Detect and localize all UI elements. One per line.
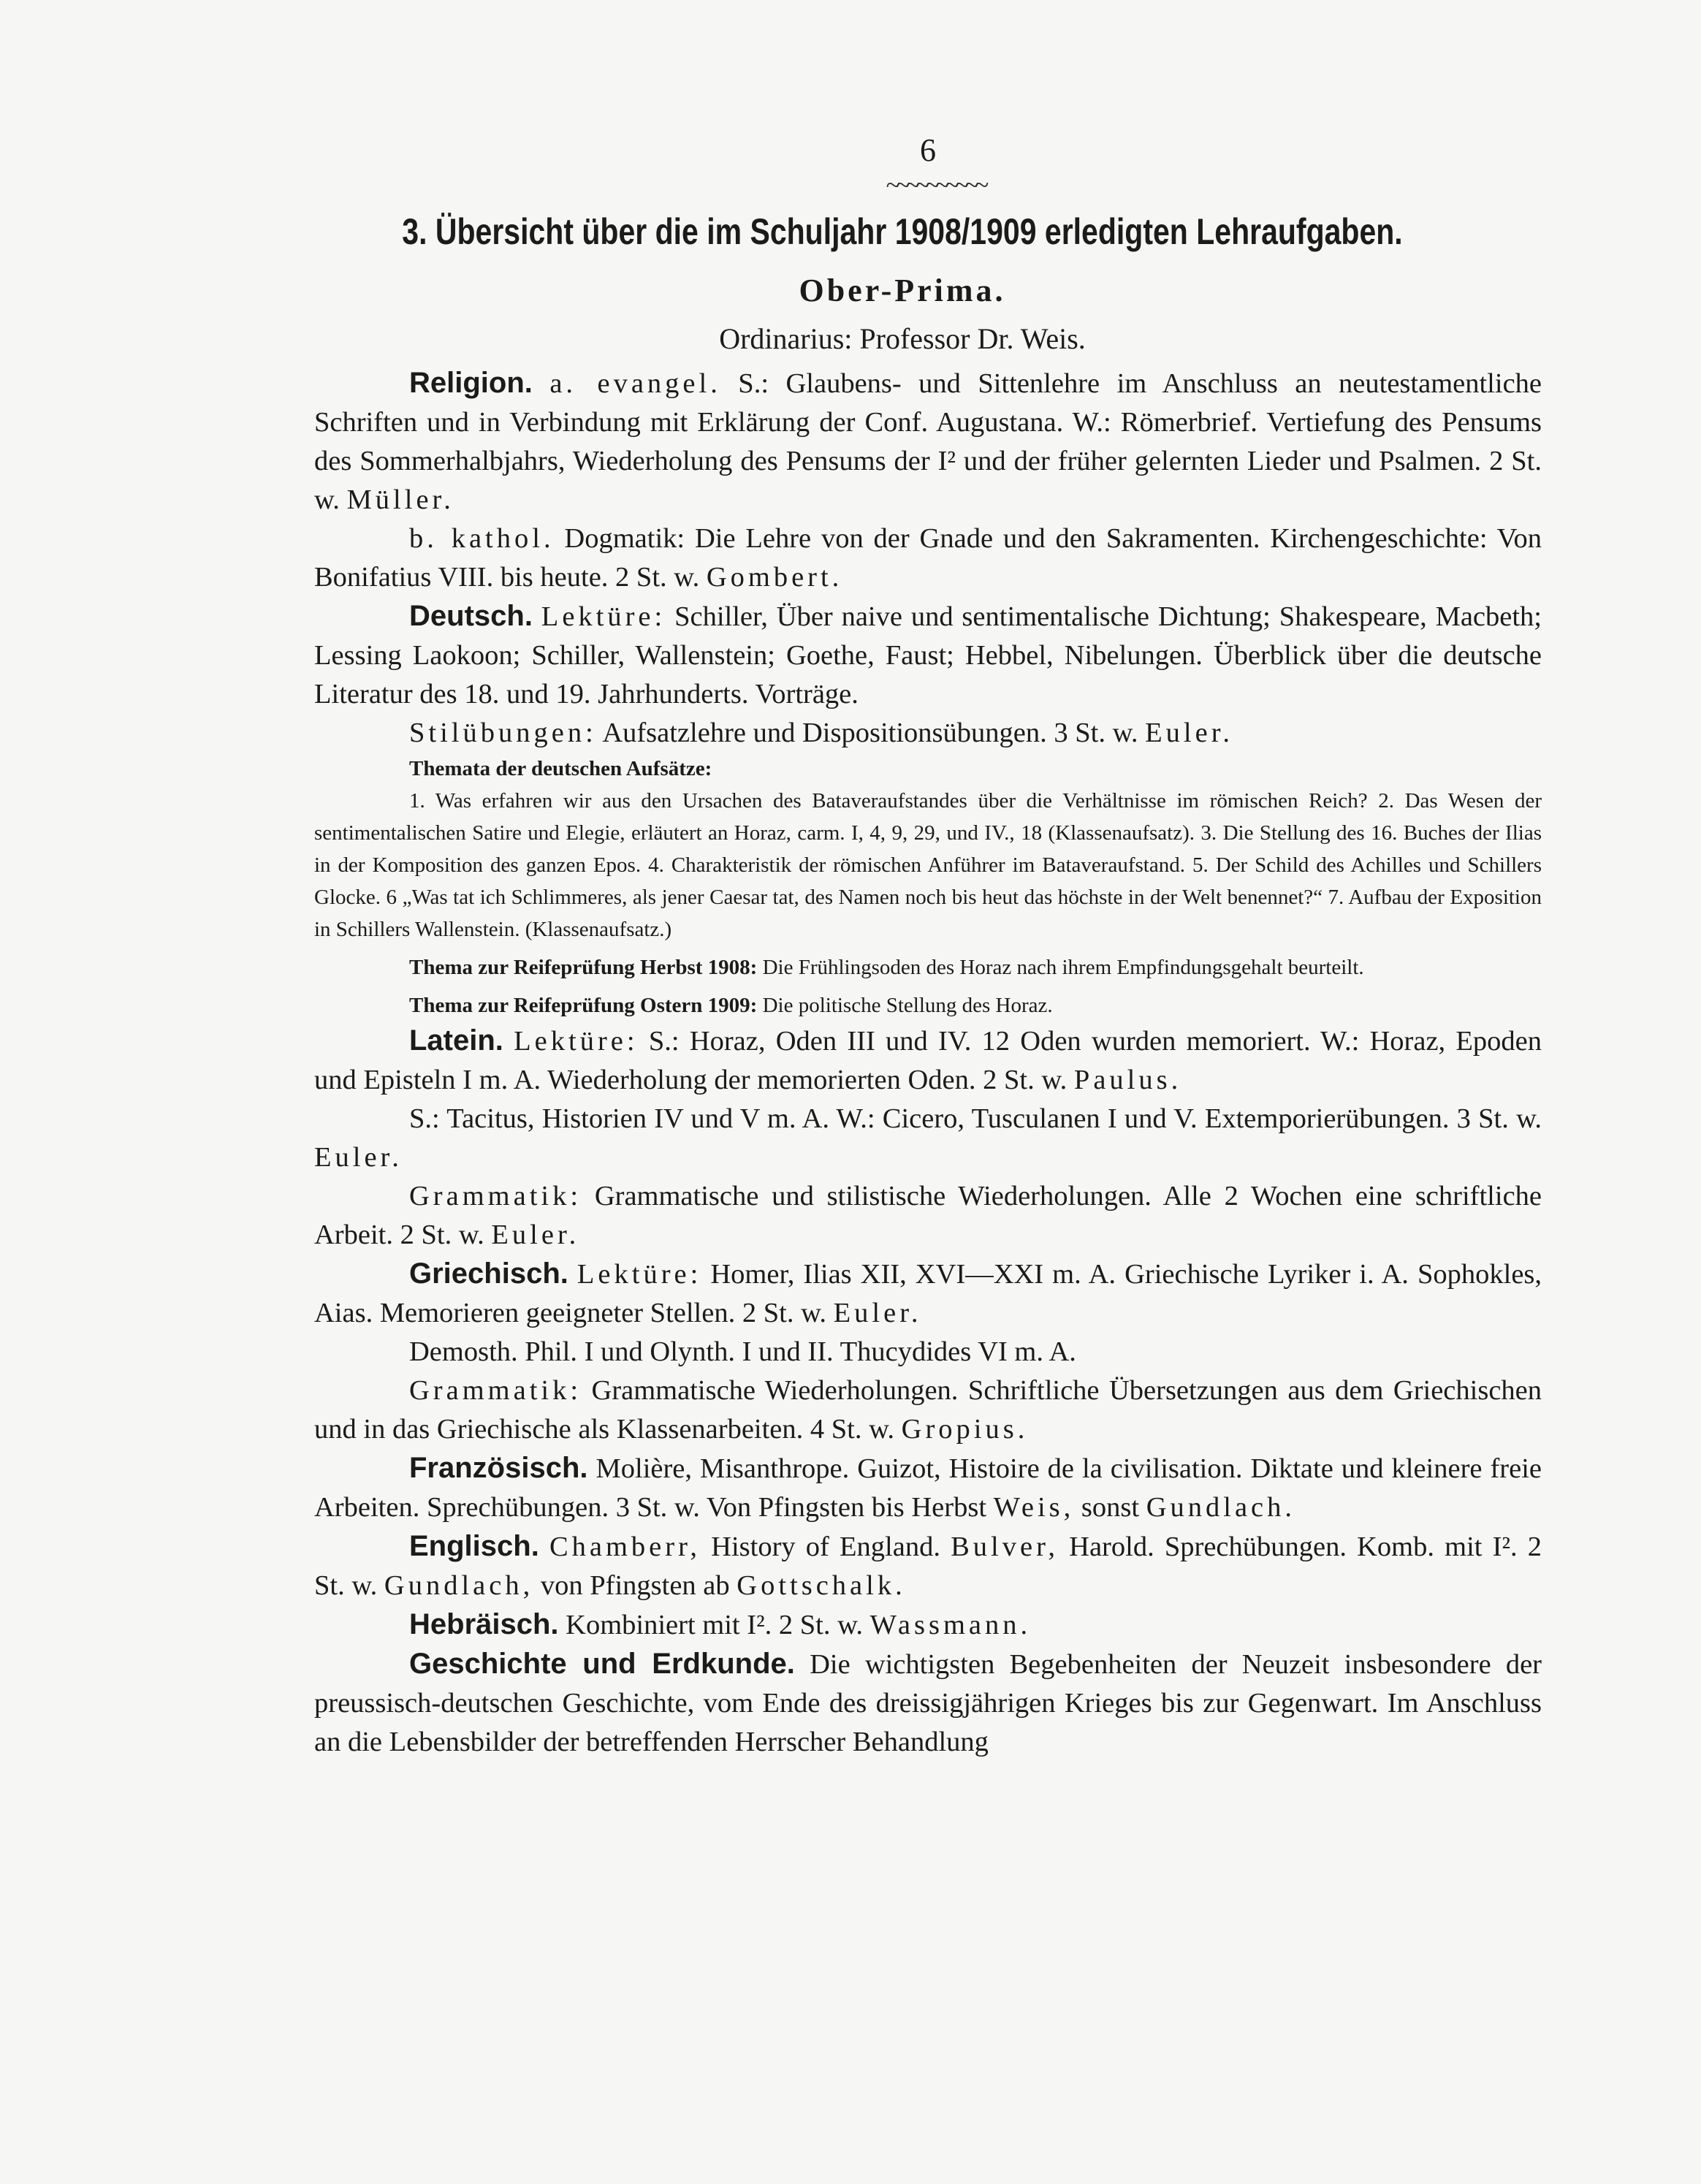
latein-lekture-teacher: Paulus. xyxy=(1073,1065,1182,1095)
griechisch-heading: Griechisch. xyxy=(409,1257,568,1290)
griechisch-paragraph xyxy=(314,1255,1542,1333)
deutsch-stil-text: Aufsatzlehre und Dispositionsübungen. 3 St. w. xyxy=(602,718,1138,748)
latein-s-teacher: Euler. xyxy=(314,1142,403,1173)
religion-a-paragraph xyxy=(314,364,1542,520)
religion-b-label: b. kathol. xyxy=(409,523,555,554)
englisch-author-2: Bulver, xyxy=(951,1532,1059,1562)
englisch-between: von Pfingsten ab xyxy=(540,1570,730,1601)
latein-s-paragraph xyxy=(314,1100,1542,1177)
englisch-work-1: History of England. xyxy=(711,1532,940,1562)
franzoesisch-teacher-2: Gundlach. xyxy=(1146,1492,1296,1523)
griechisch-gram-label: Grammatik: xyxy=(409,1375,582,1406)
themata-heading-text: Themata der deutschen Aufsätze: xyxy=(409,757,712,780)
deutsch-lekture-label: Lektüre: xyxy=(541,601,666,632)
hebraeisch-paragraph xyxy=(314,1605,1542,1645)
latein-lekture-label: Lektüre: xyxy=(514,1026,639,1057)
franzoesisch-heading: Französisch. xyxy=(409,1452,588,1484)
latein-heading: Latein. xyxy=(409,1024,503,1057)
geschichte-heading: Geschichte und Erdkunde. xyxy=(409,1648,795,1680)
deutsch-lekture-text: Schiller, Über naive und sentimentalische Dichtung; Shakespeare, Macbeth; Lessing Laokoon; Schiller, Wallenstein; Goethe, Faust; Hebbel, Nibelungen. Überblick über die deutsche Literatur des 18. und 19. Jahrhunderts. Vorträge. xyxy=(314,601,1542,709)
geschichte-text: Die wichtigsten Begebenheiten der Neuzeit insbesondere der preussisch-deutschen Geschichte, vom Ende des dreissigjährigen Krieges bis zur Gegenwart. Im Anschluss an die Lebensbilder der betreffenden Herrscher Behandlung xyxy=(314,1649,1542,1757)
franzoesisch-teacher-1: Weis, xyxy=(993,1492,1075,1523)
franzoesisch-between: sonst xyxy=(1081,1492,1140,1523)
religion-b-text: Dogmatik: Die Lehre von der Gnade und den Sakramenten. Kirchengeschichte: Von Bonifatius VIII. bis heute. 2 St. w. xyxy=(314,523,1542,593)
englisch-teacher-1: Gundlach, xyxy=(384,1570,534,1601)
griechisch-gram-text: Grammatische Wiederholungen. Schriftliche Übersetzungen aus dem Griechischen und in das Griechische als Klassenarbeiten. 4 St. w. xyxy=(314,1375,1542,1445)
griechisch-gram-teacher: Gropius. xyxy=(901,1414,1029,1445)
themata-text: 1. Was erfahren wir aus den Ursachen des Bataveraufstandes über die Verhältnisse im römischen Reich? 2. Das Wesen der sentimentalischen Satire und Elegie, erläutert an Horaz, carm. I, 4, 9, 29, und IV., 18 (Klassenaufsatz). 3. Die Stellung des 16. Buches der Ilias in der Komposition des ganzen Epos. 4. Charakteristik der römischen Anführer im Bataveraufstand. 5. Der Schild des Achilles und Schillers Glocke. 6 „Was tat ich Schlimmeres, als jener Caesar tat, des Namen noch bis heut das höchste in der Welt benennet?“ 7. Aufbau der Exposition in Schillers Wallenstein. (Klassenaufsatz.) xyxy=(314,789,1542,941)
englisch-text: Harold. Sprechübungen. Komb. mit I². 2 St. w. xyxy=(314,1532,1542,1601)
griechisch-lekture-teacher: Euler. xyxy=(833,1298,922,1328)
page-title: 3. Übersicht über die im Schuljahr 1908/1909 erledigten Lehraufgaben. xyxy=(402,211,1403,252)
themata-heading xyxy=(314,753,1542,785)
latein-gram-teacher: Euler. xyxy=(491,1220,580,1250)
religion-heading: Religion. xyxy=(409,367,533,399)
class-heading: Ober-Prima. xyxy=(799,273,1006,308)
griechisch-gram-paragraph xyxy=(314,1371,1542,1449)
religion-a-text: S.: Glaubens- und Sittenlehre im Anschluss an neutestamentliche Schriften und in Verbindung mit Erklärung der Conf. Augustana. W.: Römerbrief. Vertiefung des Pensums des Sommerhalbjahrs, Wiederholung des Pensums der I² und der früher gelernten Lieder und Psalmen. 2 St. w. xyxy=(314,368,1542,515)
latein-gram-label: Grammatik: xyxy=(409,1181,582,1211)
latein-gram-paragraph xyxy=(314,1177,1542,1255)
document-body xyxy=(314,364,1542,1762)
hebraeisch-text: Kombiniert mit I². 2 St. w. xyxy=(566,1610,864,1640)
hebraeisch-heading: Hebräisch. xyxy=(409,1608,559,1640)
latein-paragraph xyxy=(314,1021,1542,1100)
deutsch-paragraph xyxy=(314,597,1542,714)
reife-ostern-text: Die politische Stellung des Horaz. xyxy=(762,994,1053,1017)
griechisch-lekture-label: Lektüre: xyxy=(576,1259,702,1290)
themata-block xyxy=(314,753,1542,1021)
reife-ostern-label: Thema zur Reifeprüfung Ostern 1909: xyxy=(409,994,758,1017)
griechisch-demosth-paragraph: Demosth. Phil. I und Olynth. I und II. Thucydides VI m. A. xyxy=(409,1336,1076,1367)
griechisch-lekture-text: Homer, Ilias XII, XVI—XXI m. A. Griechische Lyriker i. A. Sophokles, Aias. Memorieren geeigneter Stellen. 2 St. w. xyxy=(314,1259,1542,1328)
latein-gram-text: Grammatische und stilistische Wiederholungen. Alle 2 Wochen eine schriftliche Arbeit. 2 St. w. xyxy=(314,1181,1542,1250)
englisch-author-1: Chamberr, xyxy=(549,1532,701,1562)
reife-herbst xyxy=(314,951,1542,983)
deutsch-teacher: Euler. xyxy=(1145,718,1234,748)
reife-herbst-text: Die Frühlingsoden des Horaz nach ihrem Empfindungsgehalt beurteilt. xyxy=(762,956,1364,979)
reife-herbst-label: Thema zur Reifeprüfung Herbst 1908: xyxy=(409,956,758,979)
englisch-teacher-2: Gottschalk. xyxy=(737,1570,906,1601)
franzoesisch-paragraph xyxy=(314,1449,1542,1527)
decorative-rule: ~~~~~~~~~~ xyxy=(886,170,985,199)
englisch-heading: Englisch. xyxy=(409,1530,539,1562)
deutsch-stil-label: Stilübungen: xyxy=(409,718,597,748)
latein-lekture-text: S.: Horaz, Oden III und IV. 12 Oden wurden memoriert. W.: Horaz, Epoden und Episteln I m. A. Wiederholung der memorierten Oden. 2 St. w. xyxy=(314,1026,1542,1095)
latein-s-text: S.: Tacitus, Historien IV und V m. A. W.: Cicero, Tusculanen I und V. Extemporierübungen. 3 St. w. xyxy=(409,1103,1542,1134)
englisch-paragraph xyxy=(314,1527,1542,1605)
religion-a-teacher: Müller. xyxy=(346,484,454,515)
franzoesisch-text: Molière, Misanthrope. Guizot, Histoire de la civilisation. Diktate und kleinere freie Arbeiten. Sprechübungen. 3 St. w. Von Pfingsten bis Herbst xyxy=(314,1453,1542,1523)
religion-a-label: a. evangel. xyxy=(549,368,721,399)
deutsch-stil-paragraph xyxy=(314,714,1542,753)
page-number: 6 xyxy=(920,132,936,168)
reife-ostern xyxy=(314,989,1542,1021)
religion-b-paragraph xyxy=(314,520,1542,597)
religion-b-teacher: Gombert. xyxy=(706,562,843,593)
hebraeisch-teacher: Wassmann. xyxy=(869,1610,1032,1640)
geschichte-paragraph xyxy=(314,1645,1542,1762)
ordinarius-line: Ordinarius: Professor Dr. Weis. xyxy=(719,322,1086,355)
deutsch-heading: Deutsch. xyxy=(409,600,533,632)
